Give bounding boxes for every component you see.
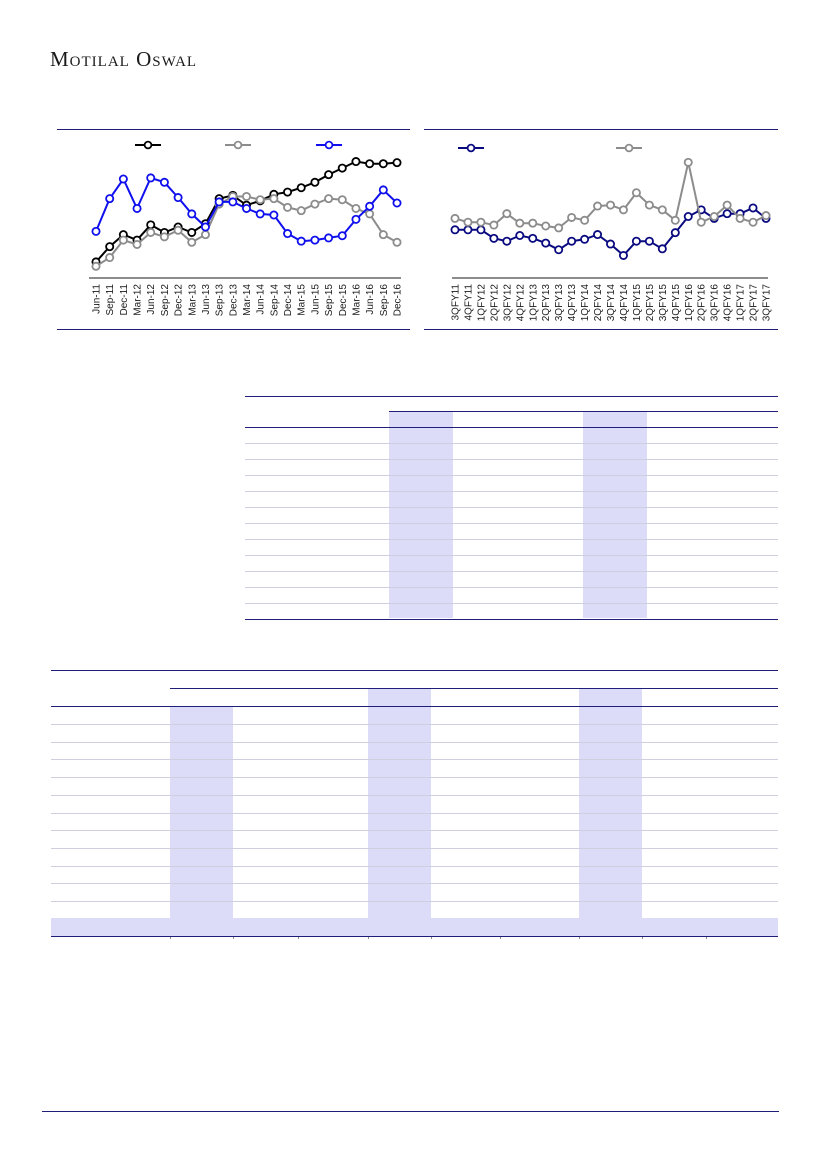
chart1-tick-label: Dec-16 [392,284,404,317]
chart2-tick-label: 1QFY13 [528,284,540,322]
chart2-tick-label: 3QFY12 [502,284,514,322]
chart1-series-2-point [339,196,346,203]
chart2-series-1-point [581,236,588,243]
chart1-series-1-point [311,179,318,186]
chart2-series-2-point [594,202,601,209]
chart1-series-1-point [393,159,400,166]
chart2-tick-label: 1QFY16 [683,284,695,322]
chart1-series-2-point [380,231,387,238]
chart2-tick-label: 3QFY13 [554,284,566,322]
chart2-series-1-point [555,246,562,253]
chart1-tick-label: Mar-14 [242,284,253,316]
chart1-series-2-point [161,233,168,240]
chart1-tick-label: Jun-11 [91,284,103,314]
chart2-series-2-point [698,219,705,226]
chart1-series-3-point [147,174,154,181]
chart1-tick-label: Jun-12 [146,284,158,315]
chart2-tick-label: 4QFY12 [515,284,527,322]
chart2-tick-label: 4QFY14 [618,284,630,322]
chart1-series-1-point [352,158,359,165]
chart1-tick-label: Dec-14 [283,284,295,317]
chart2-series-2-point [646,202,653,209]
chart2-series-2-point [762,212,769,219]
chart1-tick-label: Dec-15 [337,284,349,317]
chart2-series-1-point [594,231,601,238]
chart2-tick-label: 2QFY12 [489,284,501,322]
chart1-series-3-point [339,232,346,239]
chart1-tick-label: Sep-15 [324,284,336,317]
chart2-series-2-point [659,206,666,213]
chart2-series-2-point [685,159,692,166]
chart2-legend-series-1-marker [468,145,475,152]
chart2-tick-label: 3QFY17 [761,284,773,322]
chart1-series-3-point [133,205,140,212]
chart2-series-1-point [672,229,679,236]
chart2-series-1-point [464,226,471,233]
chart2-tick-label: 2QFY16 [696,284,708,322]
chart2-series-2-point [529,220,536,227]
chart2-tick-label: 2QFY17 [748,284,760,322]
chart1-series-3-point [393,199,400,206]
chart1-series-3-point [257,210,264,217]
chart1-tick-label: Dec-11 [118,284,130,316]
chart2-series-2-point [464,219,471,226]
chart2-series-2-point [503,210,510,217]
chart1-series-2-point [243,193,250,200]
chart2-series-2-point [490,221,497,228]
chart1-series-1-point [380,160,387,167]
chart1-series-1-point [339,164,346,171]
chart1-series-2-point [174,227,181,234]
chart1-series-3-point [106,195,113,202]
chart2-series-1-point [529,235,536,242]
chart1-series-3-point [284,230,291,237]
chart1-series-3-point [188,210,195,217]
chart1-series-3-point [366,203,373,210]
chart2-tick-label: 1QFY17 [735,284,747,322]
chart2-series-1-point [516,232,523,239]
chart2-series-1-point [490,235,497,242]
brand-logo: Motilal Oswal [50,47,198,71]
chart1-series-3-point [229,198,236,205]
chart2-series-1-point [646,238,653,245]
chart1-tick-label: Sep-16 [378,284,390,317]
chart2-tick-label: 4QFY15 [670,284,682,322]
chart2-series-2-point [542,222,549,229]
chart2-series-2-point [620,206,627,213]
chart1-series-2-point [257,196,264,203]
chart2-tick-label: 4QFY11 [463,284,475,321]
chart2-tick-label: 1QFY15 [631,284,643,322]
chart2-series-2-point [607,202,614,209]
chart2-series-1-point [477,226,484,233]
chart1-series-3-point [216,198,223,205]
chart1-series-2-point [270,195,277,202]
chart1-series-2-point [352,205,359,212]
chart2-tick-label: 2QFY13 [541,284,553,322]
chart1-tick-label: Mar-12 [132,284,144,316]
chart1-tick-label: Jun-16 [365,284,377,315]
chart2-series-1-point [451,226,458,233]
chart1-series-1-point [106,243,113,250]
chart2-series-1-point [620,252,627,259]
chart2-series-1-point [542,240,549,247]
chart2-series-1-point [749,204,756,211]
chart1-series-2-point [202,231,209,238]
chart2-legend-series-2-marker [626,145,633,152]
chart1-series-2-point [311,200,318,207]
chart1-series-2-point [106,254,113,261]
chart1-series-2-point [325,195,332,202]
chart2-series-2-point [749,219,756,226]
chart1-series-1-point [298,184,305,191]
chart1-series-1-point [147,221,154,228]
chart2-tick-label: 3QFY16 [709,284,721,322]
chart2-tick-label: 2QFY14 [593,284,605,322]
chart1-series-3-point [202,223,209,230]
chart2-series-2-point [672,217,679,224]
chart1-tick-label: Sep-11 [105,284,117,316]
chart2-series-2-point [477,219,484,226]
chart2-series-1-point [685,213,692,220]
chart1-legend-series-2-marker [235,142,242,149]
chart1-series-2-point [188,239,195,246]
chart1-series-3-point [174,194,181,201]
chart1-series-3-point [270,211,277,218]
chart1-series-2-point [147,229,154,236]
chart1-series-3-point [298,238,305,245]
chart2-series-1-point [633,238,640,245]
chart1-series-3-point [380,186,387,193]
chart1-tick-label: Jun-13 [200,284,212,315]
chart1-tick-label: Dec-12 [173,284,185,317]
chart2-tick-label: 2QFY15 [644,284,656,322]
chart2-tick-label: 3QFY15 [657,284,669,322]
chart2-series-2-point [555,224,562,231]
chart2-series-2-point [724,202,731,209]
chart1-tick-label: Mar-16 [351,284,363,316]
chart2-tick-label: 1QFY12 [476,284,488,322]
chart2-series-1-point [659,245,666,252]
chart1-series-2-point [393,239,400,246]
chart2-series-2-point [568,214,575,221]
chart1-series-2-point [366,210,373,217]
chart1-series-3-point [92,228,99,235]
chart2-series-2-point [736,215,743,222]
chart2-series-2-point [451,215,458,222]
chart1-tick-label: Jun-14 [255,284,267,315]
chart1-series-2-point [92,263,99,270]
chart1-series-3-point [352,216,359,223]
chart2-series-2-point [633,189,640,196]
chart1-series-2-point [284,204,291,211]
chart2-series-1-point [503,238,510,245]
chart1-tick-label: Mar-13 [187,284,199,316]
chart1-tick-label: Mar-15 [296,284,308,316]
chart2-tick-label: 3QFY14 [606,284,617,322]
chart2-series-1-point [607,240,614,247]
chart1-tick-label: Sep-13 [214,284,226,317]
chart2-series-2-point [711,213,718,220]
chart2-tick-label: 4QFY16 [722,284,734,322]
chart1-series-2-point [298,207,305,214]
chart2-tick-label: 3QFY11 [450,284,462,321]
chart1-series-1-point [366,160,373,167]
chart1-series-1-point [325,171,332,178]
chart2-series-1-point [724,210,731,217]
chart2-series-2-point [516,220,523,227]
chart1-series-3-point [311,236,318,243]
chart1-series-3-point [243,205,250,212]
chart2-series-2-point [581,217,588,224]
chart2-series-2-line [455,162,766,228]
chart1-legend-series-3-marker [326,142,333,149]
chart1-series-2-point [120,236,127,243]
chart1-tick-label: Sep-12 [159,284,171,317]
chart1-series-2-point [133,241,140,248]
chart1-series-3-point [161,179,168,186]
chart2-series-1-point [568,238,575,245]
chart1-series-1-point [284,188,291,195]
chart2-tick-label: 4QFY13 [567,284,579,322]
chart1-series-1-point [188,229,195,236]
chart1-tick-label: Jun-15 [310,284,322,315]
chart2-tick-label: 1QFY14 [580,284,592,322]
chart1-tick-label: Dec-13 [228,284,240,317]
chart1-legend-series-1-marker [145,142,152,149]
chart1-series-3-point [325,234,332,241]
chart1-tick-label: Sep-14 [269,284,281,317]
chart1-series-3-point [120,175,127,182]
